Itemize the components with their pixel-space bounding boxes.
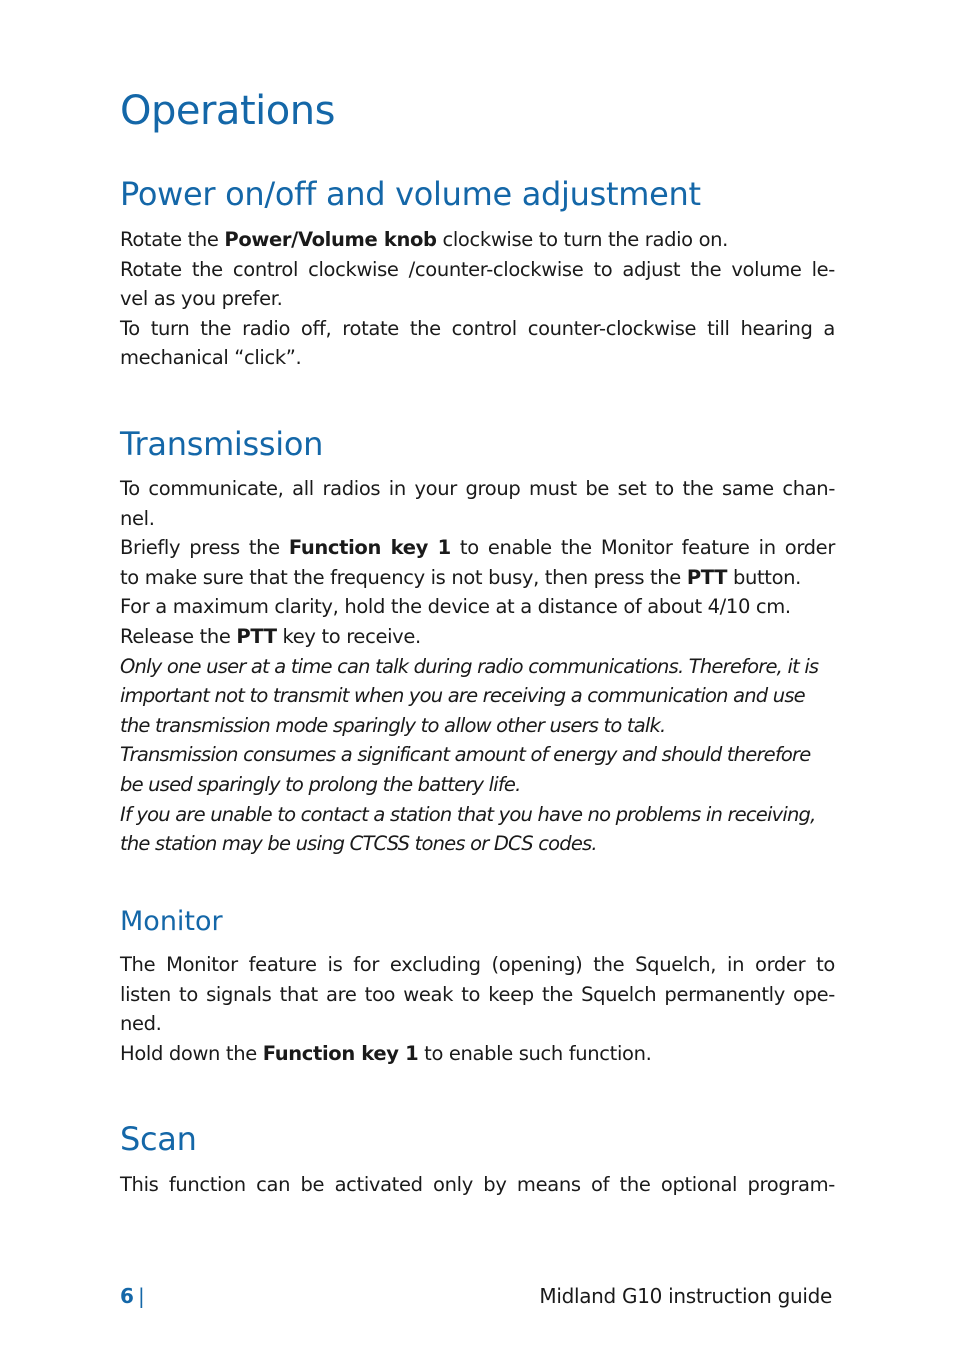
italic-note: the transmission mode sparingly to allow other users to talk. [120, 713, 666, 737]
text-run: button. [727, 565, 802, 589]
page-number: 6 [120, 1284, 134, 1308]
page-footer [120, 1284, 832, 1314]
text-run: Briefly press the [120, 536, 289, 560]
transmission-note-1-line-1 [120, 652, 835, 682]
italic-note: be used sparingly to prolong the battery life. [120, 772, 521, 796]
text-run: Rotate the [120, 228, 225, 251]
transmission-paragraph-1-line-2: nel. [120, 506, 155, 530]
monitor-paragraph-2 [120, 1039, 835, 1069]
monitor-paragraph-1-line-1: The Monitor feature is for excluding (opening) the Squelch, in order to [120, 953, 835, 976]
italic-note: If you are unable to contact a station that you have no problems in receiving, [120, 802, 816, 826]
transmission-paragraph-3: For a maximum clarity, hold the device at a distance of about 4/10 cm. [120, 595, 791, 619]
transmission-note-2-line-2 [120, 770, 835, 800]
ptt-label: PTT [686, 565, 728, 589]
scan-body [120, 1170, 835, 1200]
transmission-note-3-line-2 [120, 829, 835, 859]
italic-note: important not to transmit when you are receiving a communication and use [120, 684, 805, 708]
text-run: key to receive. [276, 624, 421, 648]
transmission-note-3-line-1 [120, 800, 835, 830]
section-heading-scan: Scan [120, 1120, 197, 1158]
page-title: Operations [120, 88, 335, 134]
transmission-note-1-line-3 [120, 711, 835, 741]
text-run: Release the [120, 624, 237, 648]
ptt-label: PTT [236, 624, 277, 648]
monitor-paragraph-1-line-3: ned. [120, 1012, 162, 1036]
power-volume-knob-label: Power/Volume knob [224, 228, 437, 251]
transmission-paragraph-2-line-2 [120, 563, 835, 593]
transmission-note-2-line-1 [120, 740, 835, 770]
transmission-paragraph-4 [120, 622, 835, 652]
guide-title: Midland G10 instruction guide [539, 1284, 832, 1308]
power-paragraph-3-line-1: To turn the radio off, rotate the control counter-clockwise till hearing a [120, 316, 835, 340]
transmission-body [120, 474, 835, 859]
italic-note: Transmission consumes a significant amount of energy and should therefore [120, 743, 811, 767]
italic-note: Only one user at a time can talk during radio communications. Therefore, it is [120, 654, 819, 678]
transmission-paragraph-1-line-1: To communicate, all radios in your group must be set to the same chan- [120, 477, 835, 500]
text-run: to make sure that the frequency is not busy, then press the [120, 565, 687, 589]
power-paragraph-2-line-1: Rotate the control clockwise /counter-clockwise to adjust the volume le- [120, 257, 835, 281]
text-run: clockwise to turn the radio on. [436, 228, 729, 251]
monitor-body [120, 950, 835, 1068]
subsection-heading-monitor: Monitor [120, 906, 223, 937]
transmission-note-1-line-2 [120, 681, 835, 711]
scan-paragraph-1-line-1: This function can be activated only by means of the optional program- [120, 1173, 835, 1196]
power-body [120, 225, 835, 373]
power-paragraph-3-line-2: mechanical “click”. [120, 346, 302, 370]
function-key-label: Function key 1 [262, 1041, 419, 1065]
text-run: to enable such function. [418, 1041, 652, 1065]
function-key-label: Function key 1 [288, 536, 451, 560]
section-heading-transmission: Transmission [120, 425, 324, 463]
monitor-paragraph-1-line-2: listen to signals that are too weak to keep the Squelch permanently ope- [120, 982, 835, 1006]
italic-note: the station may be using CTCSS tones or DCS codes. [120, 832, 597, 856]
transmission-paragraph-2-line-1 [120, 533, 835, 563]
power-paragraph-1 [120, 225, 835, 255]
text-run: Hold down the [120, 1041, 263, 1065]
text-run: to enable the Monitor feature in order [450, 536, 835, 560]
power-paragraph-2-line-2: vel as you prefer. [120, 287, 283, 311]
footer-separator: | [138, 1284, 145, 1308]
section-heading-power: Power on/off and volume adjustment [120, 175, 701, 213]
